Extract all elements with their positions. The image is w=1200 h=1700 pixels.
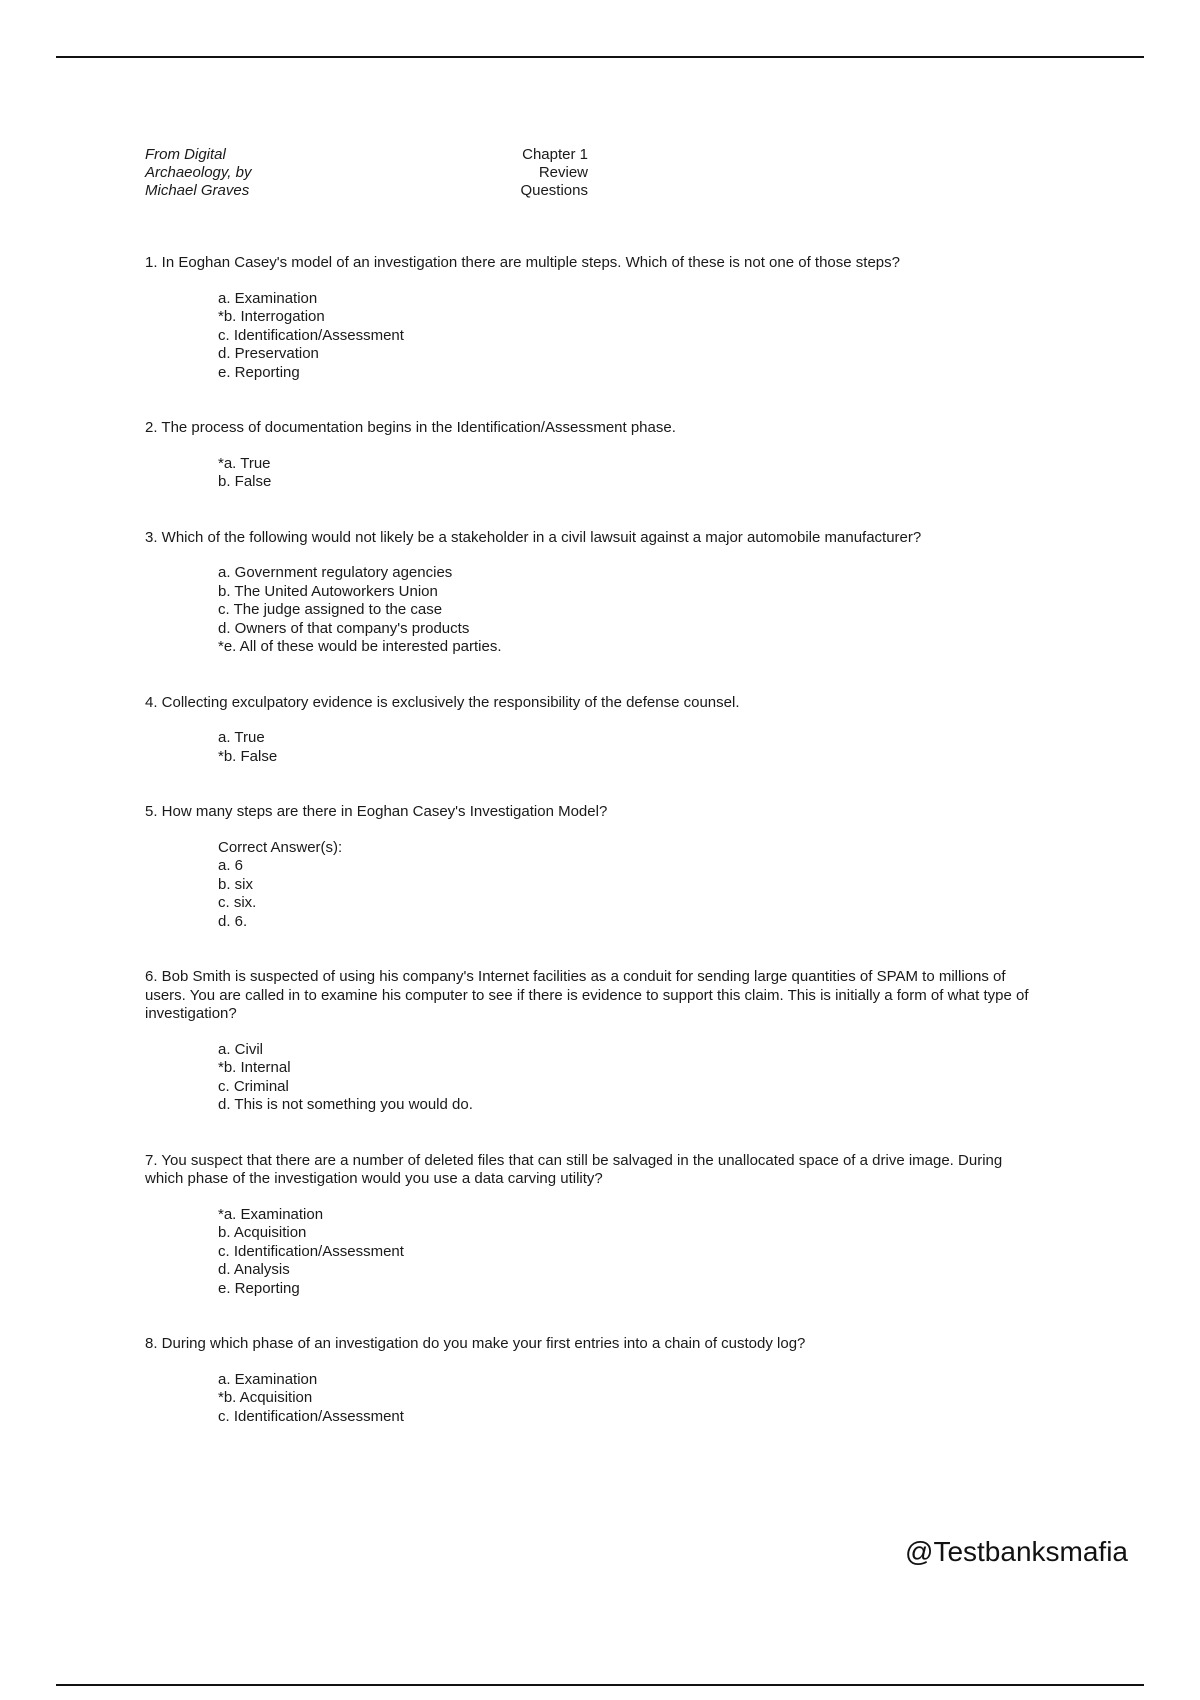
answer-options	[218, 1041, 1035, 1115]
answer-option: c. The judge assigned to the case	[218, 601, 443, 618]
answer-option: c. Criminal	[218, 1077, 289, 1095]
answer-option: c. six.	[218, 894, 257, 911]
source-citation	[145, 146, 365, 200]
answer-option: b. six	[218, 875, 254, 893]
source-line: Michael Graves	[145, 182, 250, 199]
answer-options	[218, 1206, 1035, 1299]
answer-options	[218, 1371, 1035, 1427]
answer-option: a. True	[218, 729, 265, 746]
chapter-title	[365, 146, 588, 200]
question-text: 4. Collecting exculpatory evidence is exclusively the responsibility of the defense counsel.	[145, 693, 740, 711]
answer-options	[218, 729, 1035, 766]
question-item	[145, 1152, 1035, 1299]
answer-option: d. Preservation	[218, 345, 319, 362]
answer-option: d. This is not something you would do.	[218, 1096, 473, 1113]
question-item	[145, 529, 1035, 657]
question-item	[145, 803, 1035, 931]
answer-option: *b. False	[218, 747, 278, 765]
question-item	[145, 1335, 1035, 1426]
question-text: 5. How many steps are there in Eoghan Casey's Investigation Model?	[145, 803, 608, 820]
source-line: From Digital	[145, 146, 226, 163]
answer-option: d. Analysis	[218, 1261, 290, 1278]
answer-option: *a. True	[218, 454, 271, 472]
answer-option: *b. Acquisition	[218, 1389, 313, 1406]
answer-option: b. False	[218, 473, 272, 490]
answer-option: d. Owners of that company's products	[218, 619, 470, 637]
answer-option: Correct Answer(s):	[218, 838, 343, 856]
source-line: Archaeology, by	[145, 164, 252, 181]
question-text: 2. The process of documentation begins in the Identification/Assessment phase.	[145, 419, 676, 436]
answer-option: *b. Internal	[218, 1059, 291, 1076]
answer-option: e. Reporting	[218, 1279, 300, 1297]
answer-option: a. Examination	[218, 1370, 318, 1388]
answer-option: a. 6	[218, 857, 244, 874]
question-item	[145, 419, 1035, 492]
question-text: 1. In Eoghan Casey's model of an investigation there are multiple steps. Which of these is not one of those steps?	[145, 254, 900, 271]
answer-options	[218, 455, 1035, 492]
answer-options	[218, 564, 1035, 657]
answer-options	[218, 839, 1035, 932]
answer-option: d. 6.	[218, 912, 248, 930]
chapter-line: Chapter 1	[522, 146, 588, 163]
question-text: 6. Bob Smith is suspected of using his company's Internet facilities as a conduit for sending large quantities of SPAM to millions of users. You are called in to examine his computer to see if there is evidence to support this claim. This is initially a form of what type of investigation?	[145, 968, 1029, 1022]
answer-option: *a. Examination	[218, 1205, 324, 1223]
answer-option: c. Identification/Assessment	[218, 1407, 404, 1425]
answer-option: *b. Interrogation	[218, 308, 325, 325]
answer-option: a. Civil	[218, 1040, 264, 1058]
answer-option: c. Identification/Assessment	[218, 326, 404, 344]
answer-option: e. Reporting	[218, 363, 300, 381]
answer-option: b. Acquisition	[218, 1224, 307, 1241]
chapter-line: Questions	[520, 182, 588, 199]
answer-option: a. Examination	[218, 289, 318, 307]
answer-option: a. Government regulatory agencies	[218, 564, 453, 581]
question-item	[145, 694, 1035, 767]
question-text: 3. Which of the following would not likely be a stakeholder in a civil lawsuit against a major automobile manufacturer?	[145, 528, 922, 546]
answer-option: *e. All of these would be interested parties.	[218, 638, 502, 655]
question-item	[145, 968, 1035, 1115]
answer-option: b. The United Autoworkers Union	[218, 582, 438, 600]
question-item	[145, 254, 1035, 382]
answer-options	[218, 290, 1035, 383]
top-rule	[56, 56, 1144, 58]
answer-option: c. Identification/Assessment	[218, 1242, 404, 1260]
bottom-rule	[56, 1684, 1144, 1686]
question-list	[145, 254, 1035, 1463]
chapter-line: Review	[538, 164, 588, 181]
question-text: 8. During which phase of an investigation do you make your first entries into a chain of custody log?	[145, 1335, 806, 1352]
watermark: @Testbanksmafia	[905, 1536, 1128, 1567]
question-text: 7. You suspect that there are a number of deleted files that can still be salvaged in the unallocated space of a drive image. During which phase of the investigation would you use a data carving utility?	[145, 1151, 1003, 1187]
